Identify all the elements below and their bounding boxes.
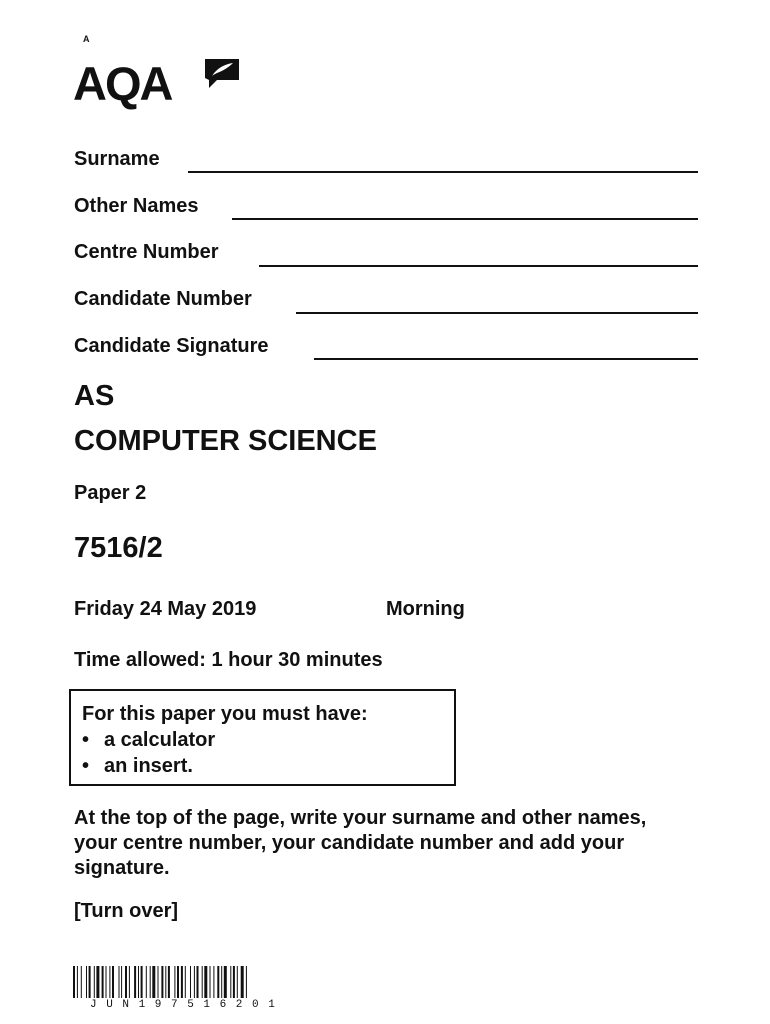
leaf-flag-icon (203, 56, 241, 90)
other-names-label: Other Names (74, 195, 199, 217)
barcode-bar (125, 966, 127, 998)
barcode-bar (161, 966, 163, 998)
barcode-bar (165, 966, 166, 998)
barcode-bar (158, 966, 159, 998)
barcode-bar (112, 966, 114, 998)
time-allowed: Time allowed: 1 hour 30 minutes (74, 649, 383, 671)
aqa-logo (73, 56, 243, 112)
barcode-bar (121, 966, 122, 998)
barcode-bar (146, 966, 147, 998)
exam-date: Friday 24 May 2019 (74, 598, 257, 620)
barcode-bar (194, 966, 195, 998)
requirement-item (82, 755, 193, 778)
barcode-bar (230, 966, 231, 998)
barcode-bar (237, 966, 238, 998)
paper-code: 7516/2 (74, 532, 163, 564)
corner-mark: A (83, 34, 90, 44)
barcode-bar (185, 966, 186, 998)
logo-text: AQA (73, 57, 172, 110)
candidate-signature-line[interactable] (314, 358, 698, 360)
centre-number-label: Centre Number (74, 241, 219, 263)
barcode-bar (204, 966, 207, 998)
barcode-bar (106, 966, 107, 998)
barcode-bar (246, 966, 247, 998)
barcode-bar (217, 966, 219, 998)
candidate-number-line[interactable] (296, 312, 698, 314)
candidate-signature-label: Candidate Signature (74, 335, 269, 357)
bullet-icon: • (82, 729, 90, 751)
requirement-item (82, 729, 215, 752)
barcode-bar (190, 966, 191, 998)
barcode (73, 966, 319, 998)
barcode-bar (233, 966, 235, 998)
bullet-icon: • (82, 755, 90, 777)
barcode-bar (102, 966, 104, 998)
barcode-bar (109, 966, 110, 998)
centre-number-line[interactable] (259, 265, 698, 267)
barcode-bar (221, 966, 222, 998)
barcode-bar (96, 966, 99, 998)
requirements-heading: For this paper you must have: (82, 703, 368, 725)
subject-title: COMPUTER SCIENCE (74, 425, 377, 457)
barcode-bar (174, 966, 175, 998)
barcode-text: JUN197516201 (90, 999, 285, 1011)
barcode-bar (241, 966, 244, 998)
barcode-bar (213, 966, 214, 998)
barcode-bar (202, 966, 203, 998)
qualification-title: AS (74, 380, 115, 412)
requirement-text: a calculator (104, 729, 216, 751)
barcode-bar (150, 966, 151, 998)
barcode-bar (177, 966, 179, 998)
surname-line[interactable] (188, 171, 698, 173)
barcode-bar (210, 966, 211, 998)
exam-session: Morning (386, 598, 465, 620)
barcode-bar (119, 966, 120, 998)
barcode-bar (152, 966, 155, 998)
surname-label: Surname (74, 148, 160, 170)
requirements-box (69, 689, 456, 786)
barcode-bar (86, 966, 87, 998)
barcode-bar (73, 966, 75, 998)
barcode-bar (224, 966, 227, 998)
barcode-bar (81, 966, 82, 998)
barcode-bar (129, 966, 130, 998)
barcode-bar (94, 966, 95, 998)
barcode-bar (181, 966, 183, 998)
candidate-number-label: Candidate Number (74, 288, 252, 310)
requirement-text: an insert. (104, 755, 193, 777)
other-names-line[interactable] (232, 218, 698, 220)
barcode-bar (168, 966, 170, 998)
barcode-bar (141, 966, 143, 998)
instructions-text: At the top of the page, write your surname and other names, your centre number, your candidate number and add your signature. (74, 807, 647, 879)
barcode-bar (77, 966, 78, 998)
barcode-bar (197, 966, 199, 998)
barcode-bar (138, 966, 139, 998)
turn-over-label: [Turn over] (74, 900, 179, 922)
barcode-bar (89, 966, 91, 998)
barcode-bar (134, 966, 136, 998)
paper-number: Paper 2 (74, 482, 147, 504)
